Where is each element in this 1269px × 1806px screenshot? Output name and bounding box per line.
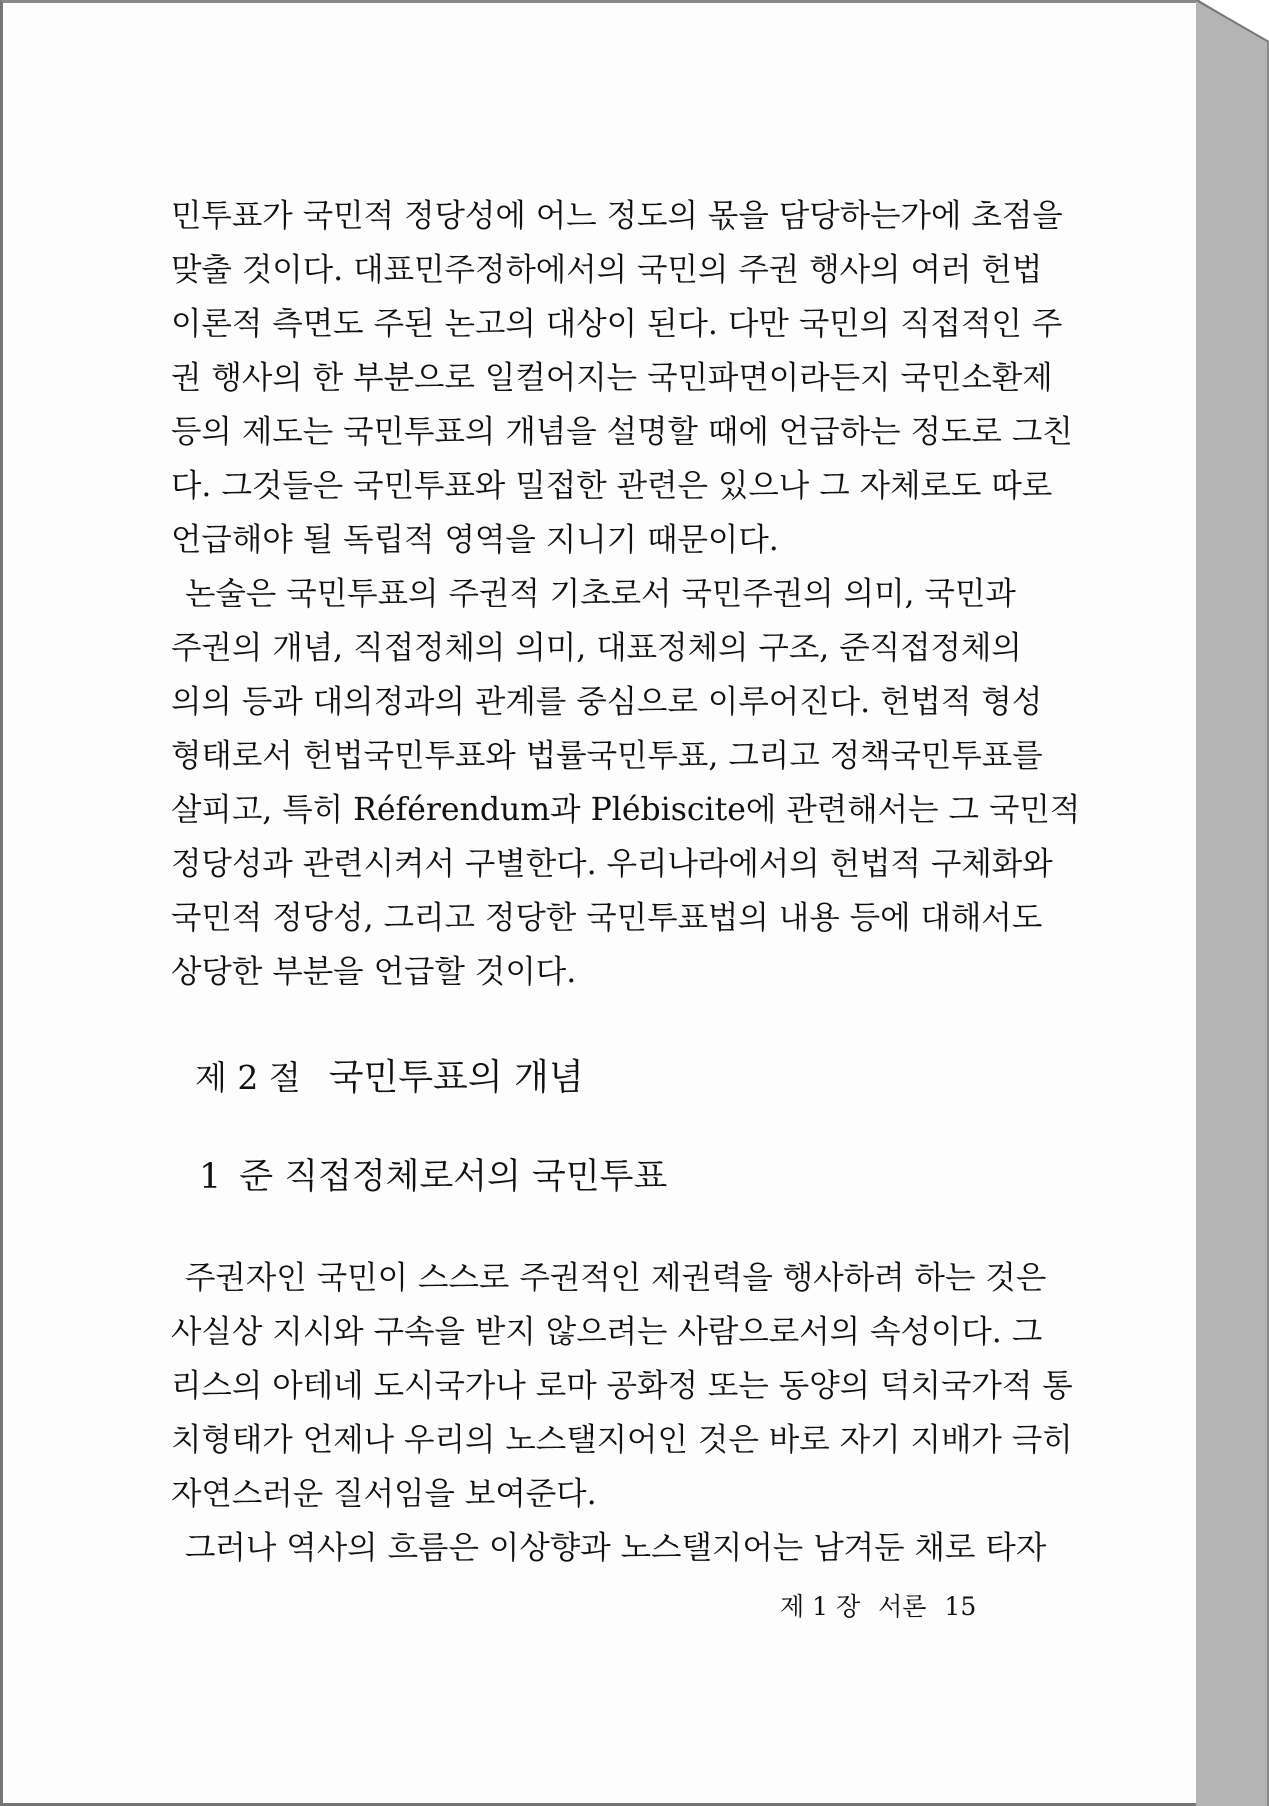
text-line: 국민적 정당성, 그리고 정당한 국민투표법의 내용 등에 대해서도 (171, 900, 1043, 936)
subsection-number: 1 (199, 1157, 222, 1197)
text-line: 주권의 개념, 직접정체의 의미, 대표정체의 구조, 준직접정체의 (171, 630, 1022, 666)
text-line: 언급해야 될 독립적 영역을 지니기 때문이다. (171, 522, 779, 558)
text-line: 이론적 측면도 주된 논고의 대상이 된다. 다만 국민의 직접적인 주 (171, 306, 1063, 342)
text-line: 의의 등과 대의정과의 관계를 중심으로 이루어진다. 헌법적 형성 (171, 684, 1043, 720)
text-line: 논술은 국민투표의 주권적 기초로서 국민주권의 의미, 국민과 (185, 576, 1016, 612)
subsection-title: 준 직접정체로서의 국민투표 (239, 1157, 668, 1197)
text-line: 주권자인 국민이 스스로 주권적인 제권력을 행사하려 하는 것은 (185, 1260, 1047, 1296)
text-line: 자연스러운 질서임을 보여준다. (171, 1476, 597, 1512)
text-line: 치형태가 언제나 우리의 노스탤지어인 것은 바로 자기 지배가 극히 (171, 1422, 1073, 1458)
text-line: 리스의 아테네 도시국가나 로마 공화정 또는 동양의 덕치국가적 통 (171, 1368, 1073, 1404)
text-line: 살피고, 특히 Référendum과 Plébiscite에 관련해서는 그 국민적 (171, 792, 1081, 828)
subsection-heading (199, 1149, 667, 1199)
text-line: 상당한 부분을 언급할 것이다. (171, 954, 577, 990)
paragraph-2 (171, 567, 1081, 999)
footer-chapter: 제 1 장 (780, 1592, 861, 1621)
text-line: 사실상 지시와 구속을 받지 않으려는 사람으로서의 속성이다. 그 (171, 1314, 1043, 1350)
paragraph-4 (171, 1521, 1047, 1575)
book-edge (1196, 0, 1269, 1806)
text-line: 형태로서 헌법국민투표와 법률국민투표, 그리고 정책국민투표를 (171, 738, 1043, 774)
paragraph-3 (171, 1251, 1073, 1521)
text-line: 다. 그것들은 국민투표와 밀접한 관련은 있으나 그 자체로도 따로 (171, 468, 1053, 504)
text-line: 권 행사의 한 부분으로 일컬어지는 국민파면이라든지 국민소환제 (171, 360, 1053, 396)
section-number: 제 2 절 (195, 1058, 301, 1097)
text-line: 민투표가 국민적 정당성에 어느 정도의 몫을 담당하는가에 초점을 (171, 198, 1063, 234)
text-line: 등의 제도는 국민투표의 개념을 설명할 때에 언급하는 정도로 그친 (171, 414, 1073, 450)
section-heading (195, 1049, 584, 1100)
text-line: 정당성과 관련시켜서 구별한다. 우리나라에서의 헌법적 구체화와 (171, 846, 1053, 882)
paragraph-1 (171, 189, 1073, 567)
footer-chapter-title: 서론 (878, 1592, 927, 1621)
page-number: 15 (944, 1592, 977, 1621)
section-title: 국민투표의 개념 (328, 1057, 584, 1098)
text-line: 맞출 것이다. 대표민주정하에서의 국민의 주권 행사의 여러 헌법 (171, 252, 1043, 288)
page-footer (780, 1587, 994, 1623)
text-line: 그러나 역사의 흐름은 이상향과 노스탤지어는 남겨둔 채로 타자 (185, 1530, 1047, 1566)
